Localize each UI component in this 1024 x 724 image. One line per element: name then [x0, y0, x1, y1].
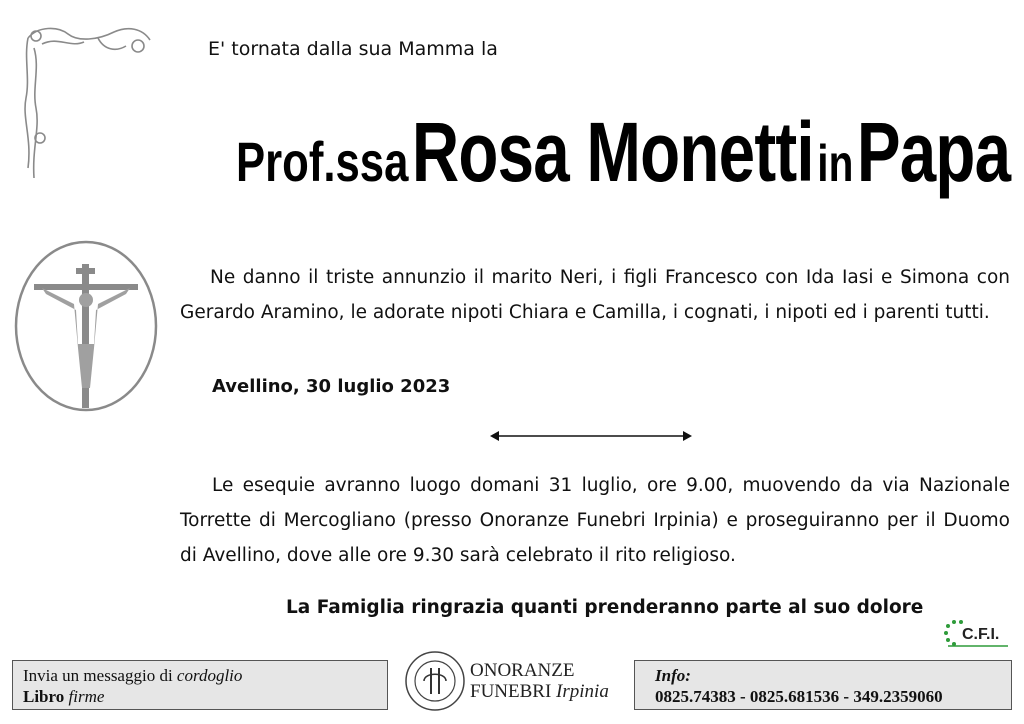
condolence-italic: cordoglio — [176, 666, 243, 685]
cfi-logo — [944, 618, 1012, 652]
name-middle: in — [817, 135, 854, 193]
guestbook-prefix: Libro — [23, 687, 69, 706]
logo-line2-italic: Irpinia — [556, 681, 609, 702]
name-prefix: Prof.ssa — [236, 130, 409, 193]
thanks-text: La Famiglia ringrazia quanti prenderanno parte al suo dolore — [286, 597, 924, 618]
deceased-name — [236, 104, 1011, 201]
guestbook-link[interactable] — [23, 686, 377, 707]
name-main: Rosa Monetti — [411, 105, 814, 199]
place-date: Avellino, 30 luglio 2023 — [212, 376, 451, 397]
guestbook-italic: firme — [68, 687, 105, 706]
cfi-logo-icon — [944, 618, 1012, 648]
funeral-details: Le esequie avranno luogo domani 31 luglio, ore 9.00, muovendo da via Nazionale Torrette di Mercogliano (presso Onoranze Funebri Irpinia) e proseguiranno per il Duomo di Avellino, dove alle ore 9.30 sarà celebrato il rito religioso. — [180, 475, 1010, 566]
condolence-prefix: Invia un messaggio di — [23, 666, 177, 685]
divider-arrow-icon — [490, 430, 692, 442]
funeral-home-emblem-icon — [404, 650, 466, 712]
condolence-link[interactable] — [23, 665, 377, 686]
info-box — [634, 660, 1012, 710]
logo-line2-prefix: FUNEBRI — [470, 681, 557, 702]
intro-text: E' tornata dalla sua Mamma la — [208, 38, 498, 60]
phone-numbers[interactable]: 0825.74383 - 0825.681536 - 349.2359060 — [655, 687, 943, 706]
info-label: Info: — [655, 666, 691, 685]
name-last: Papa — [856, 105, 1011, 199]
condolence-box[interactable] — [12, 660, 388, 710]
announcement-text: Ne danno il triste annunzio il marito Neri, i figli Francesco con Ida Iasi e Simona con Gerardo Aramino, le adorate nipoti Chiara e Camilla, i cognati, i nipoti ed i parenti tutti. — [180, 267, 1010, 323]
corner-ornament-icon — [18, 18, 158, 186]
svg-text:C.F.I.: C.F.I. — [962, 626, 1000, 643]
logo-line1: ONORANZE — [470, 660, 575, 681]
funeral-home-name — [470, 660, 609, 702]
logo-line2 — [470, 681, 609, 702]
crucifix-icon — [12, 238, 160, 414]
